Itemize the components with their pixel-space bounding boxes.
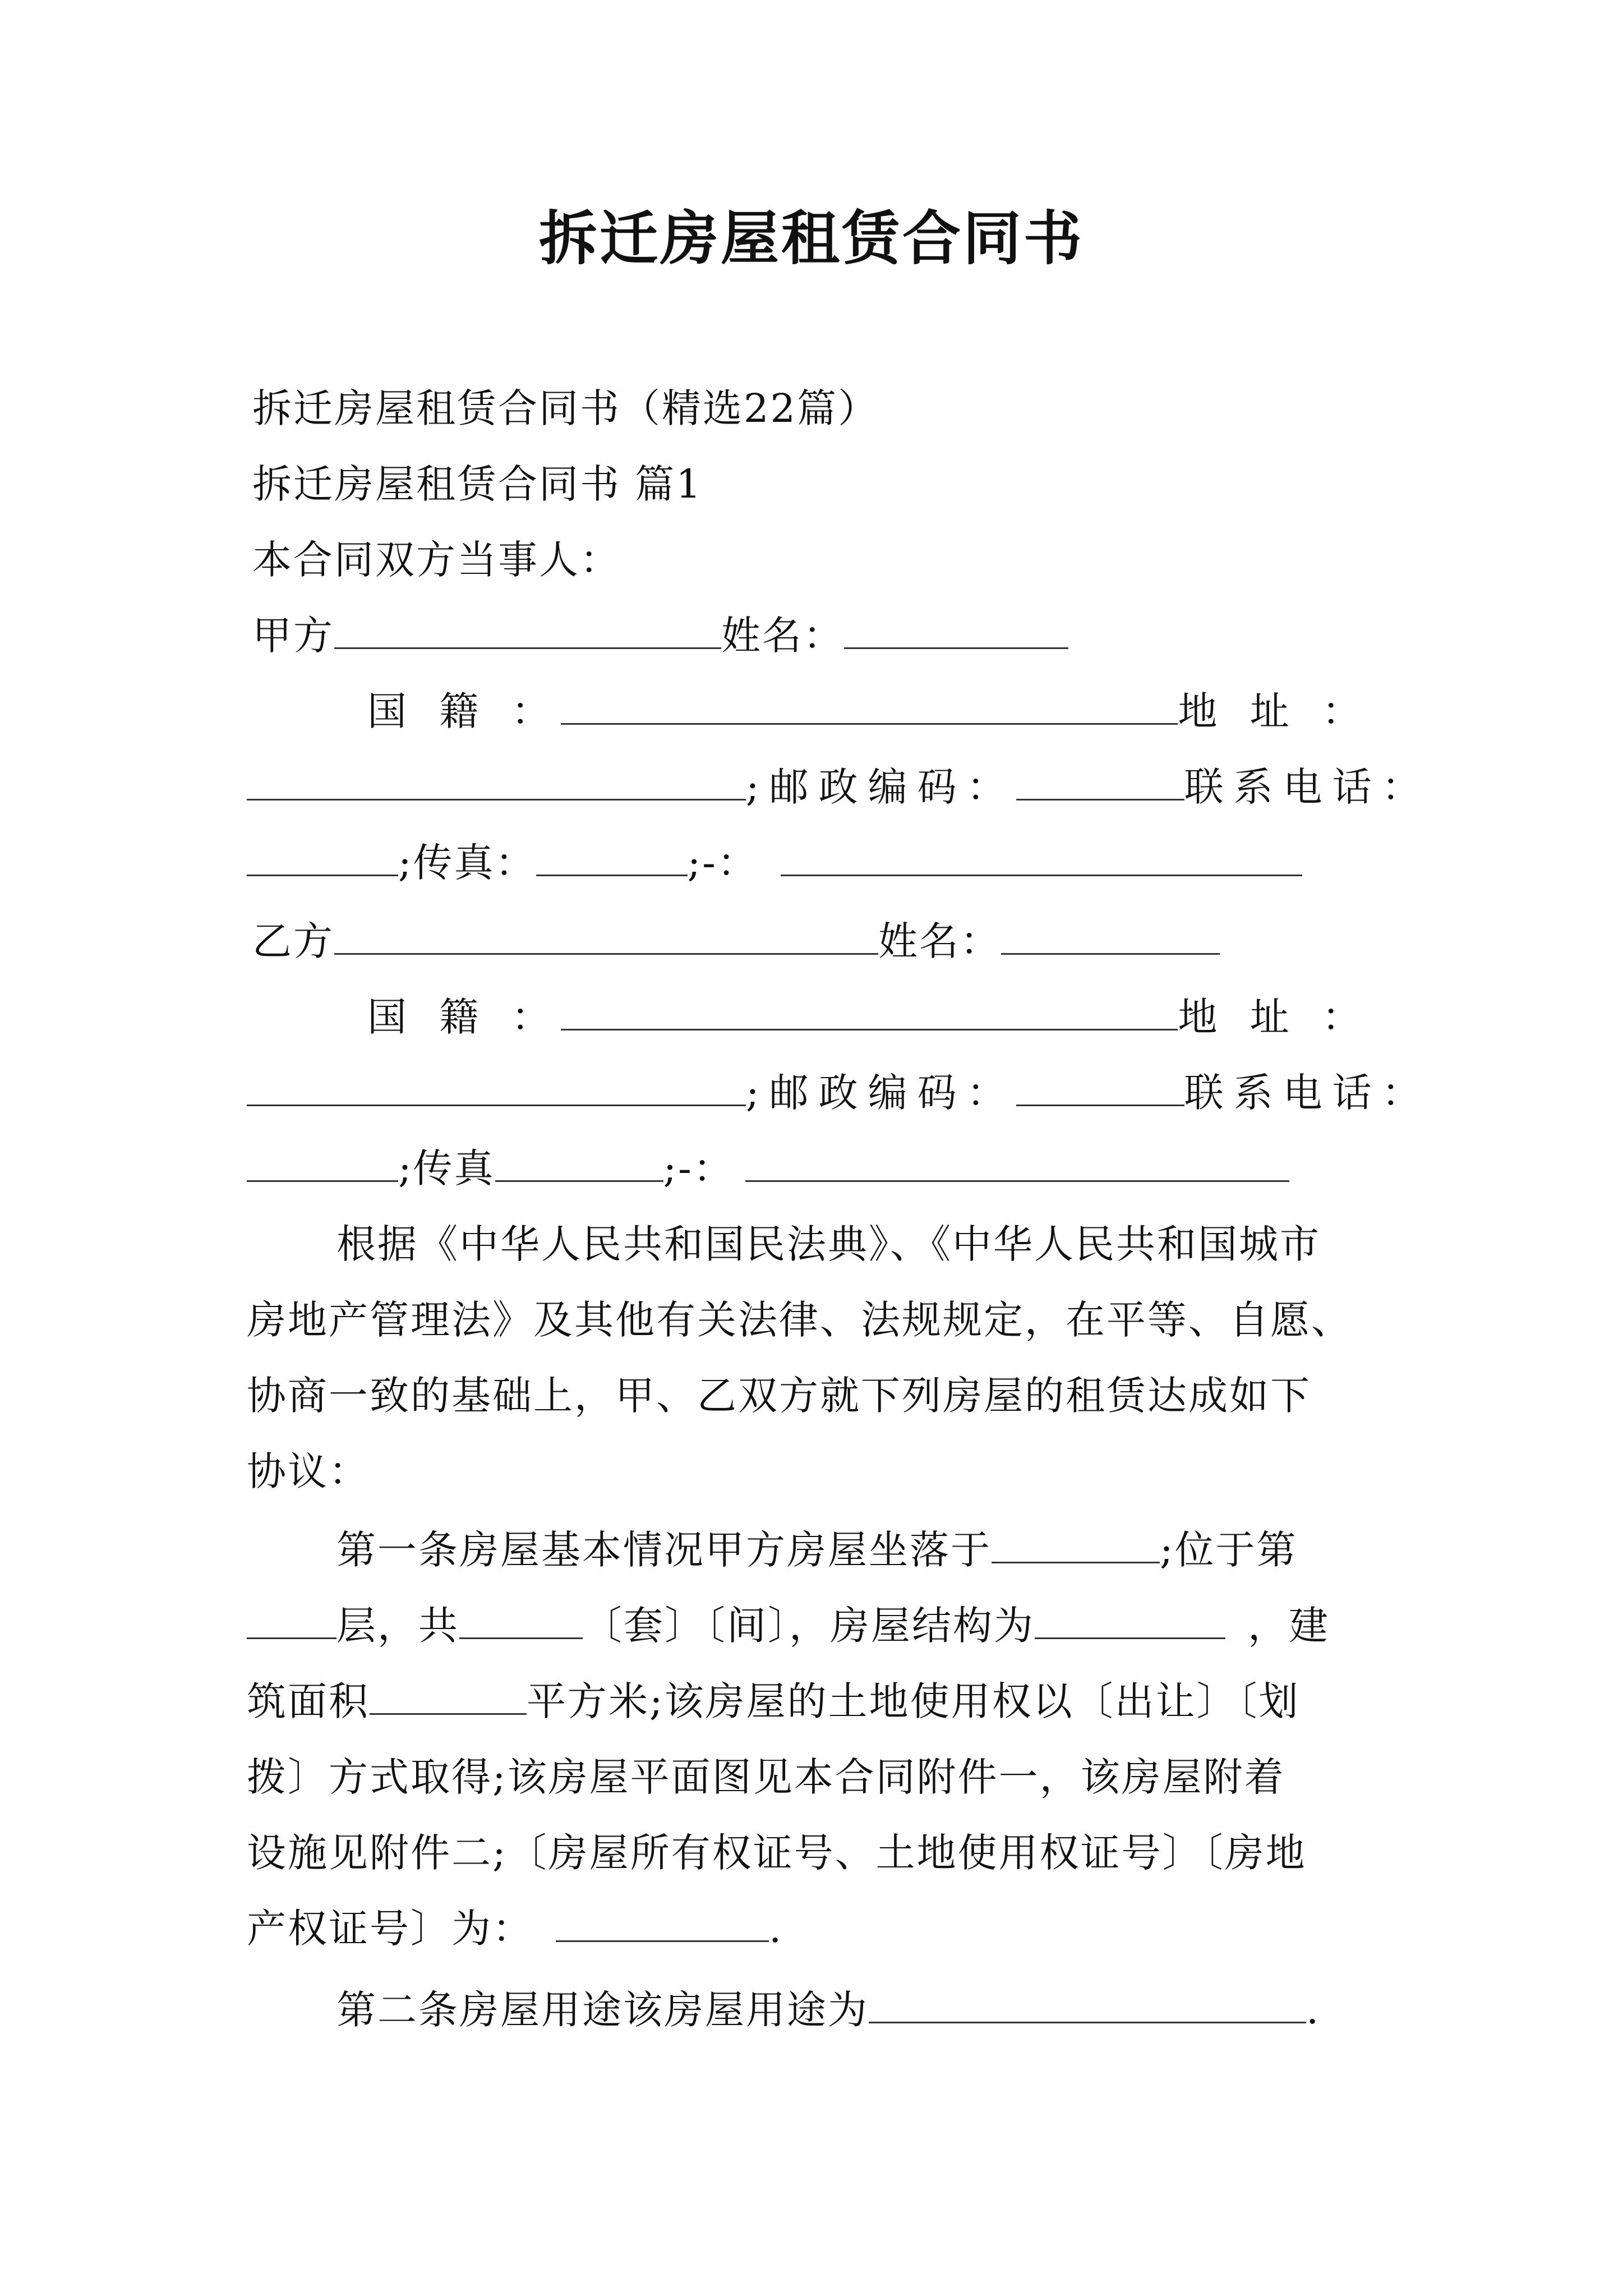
basis-line-1: 根据《中华人民共和国民法典》、《中华人民共和国城市 [336, 1221, 1321, 1267]
party-b-name-blank [1001, 947, 1220, 955]
article1-line-3 [247, 1674, 1396, 1728]
parties-intro: 本合同双方当事人： [252, 537, 621, 583]
party-a-fax-line [247, 836, 1396, 890]
party-a-address-label: 地 址 ： [1178, 688, 1371, 734]
article2-line [336, 1983, 1486, 2037]
article1-l1b: ;位于第 [1160, 1527, 1298, 1573]
party-a-fax-label: ;传真： [398, 840, 536, 886]
party-a-postal-label: ;邮政编码： [746, 764, 1016, 810]
party-a-fax-blank [536, 869, 688, 876]
page-title: 拆迁房屋租赁合同书 [538, 204, 1084, 273]
article2-use-blank [869, 2016, 1306, 2023]
party-b-fax-line [247, 1142, 1396, 1195]
party-b-line [252, 914, 1402, 968]
party-b-phone-blank [247, 1175, 398, 1182]
party-b-dash-blank [745, 1175, 1289, 1182]
party-b-phone-label: 联系电话： [1184, 1070, 1431, 1116]
article1-l3b: 平方米;该房屋的土地使用权以〔出让〕〔划 [527, 1678, 1300, 1724]
article1-l3a: 筑面积 [247, 1678, 370, 1724]
article1-l2b: 〔套〕〔间〕，房屋结构为 [583, 1603, 1035, 1649]
party-a-name-label: 姓名： [721, 613, 844, 659]
party-a-phone-blank [247, 869, 398, 876]
section-heading: 拆迁房屋租赁合同书 篇1 [252, 461, 703, 507]
article1-units-blank [459, 1632, 583, 1639]
party-b-fax-label: ;传真 [398, 1145, 495, 1191]
party-a-nationality-blank [561, 717, 1178, 725]
article1-l6b: . [769, 1906, 783, 1952]
party-a-nationality-label: 国 籍 ： [367, 688, 561, 734]
party-b-nationality-blank [561, 1023, 1178, 1030]
subtitle: 拆迁房屋租赁合同书（精选22篇） [252, 385, 879, 431]
article1-location-blank [992, 1556, 1160, 1563]
party-a-phone-label: 联系电话： [1184, 764, 1431, 810]
article1-line-2 [247, 1599, 1396, 1653]
party-b-address-label: 地 址 ： [1178, 994, 1371, 1040]
article1-l1a: 第一条房屋基本情况甲方房屋坐落于 [336, 1527, 992, 1573]
party-a-nationality-line [367, 684, 1371, 738]
article1-l2a: 层，共 [336, 1603, 459, 1649]
article2-end: . [1306, 1987, 1321, 2033]
party-a-blank [334, 642, 721, 649]
party-a-postal-line [247, 760, 1431, 814]
basis-line-3: 协商一致的基础上，甲、乙双方就下列房屋的租赁达成如下 [247, 1373, 1311, 1419]
article1-cert-blank [556, 1935, 769, 1942]
article1-line-6 [247, 1902, 1396, 1955]
party-b-postal-label: ;邮政编码： [746, 1070, 1016, 1116]
article1-l6a: 产权证号〕为： [247, 1906, 533, 1952]
party-b-blank [334, 947, 878, 955]
party-b-postal-line [247, 1066, 1431, 1120]
party-b-name-label: 姓名： [878, 918, 1001, 964]
party-b-dash-label: ;-： [663, 1145, 734, 1191]
article1-line-1 [336, 1523, 1486, 1577]
article1-structure-blank [1035, 1632, 1225, 1639]
party-b-address-blank [247, 1099, 746, 1106]
party-b-nationality-line [367, 990, 1371, 1044]
article1-line-5: 设施见附件二;〔房屋所有权证号、土地使用权证号〕〔房地 [247, 1830, 1307, 1876]
article1-floor-blank [247, 1632, 336, 1639]
article2-text: 第二条房屋用途该房屋用途为 [336, 1987, 869, 2033]
party-a-line [252, 609, 1402, 662]
party-b-postal-blank [1016, 1099, 1184, 1106]
article1-area-blank [370, 1708, 527, 1715]
party-a-dash-label: ;-： [687, 840, 758, 886]
party-b-label: 乙方 [252, 918, 334, 964]
basis-line-2: 房地产管理法》及其他有关法律、法规规定，在平等、自愿、 [247, 1297, 1352, 1343]
party-b-nationality-label: 国 籍 ： [367, 994, 561, 1040]
party-a-address-blank [247, 793, 746, 800]
article1-l2c: ，建 [1248, 1603, 1330, 1649]
party-a-name-blank [844, 642, 1068, 649]
party-a-postal-blank [1016, 793, 1184, 800]
article1-line-4: 拨〕方式取得;该房屋平面图见本合同附件一，该房屋附着 [247, 1754, 1285, 1800]
party-b-fax-blank [495, 1175, 663, 1182]
party-a-label: 甲方 [252, 613, 334, 659]
party-a-dash-blank [781, 869, 1302, 876]
basis-line-4: 协议： [247, 1448, 370, 1494]
